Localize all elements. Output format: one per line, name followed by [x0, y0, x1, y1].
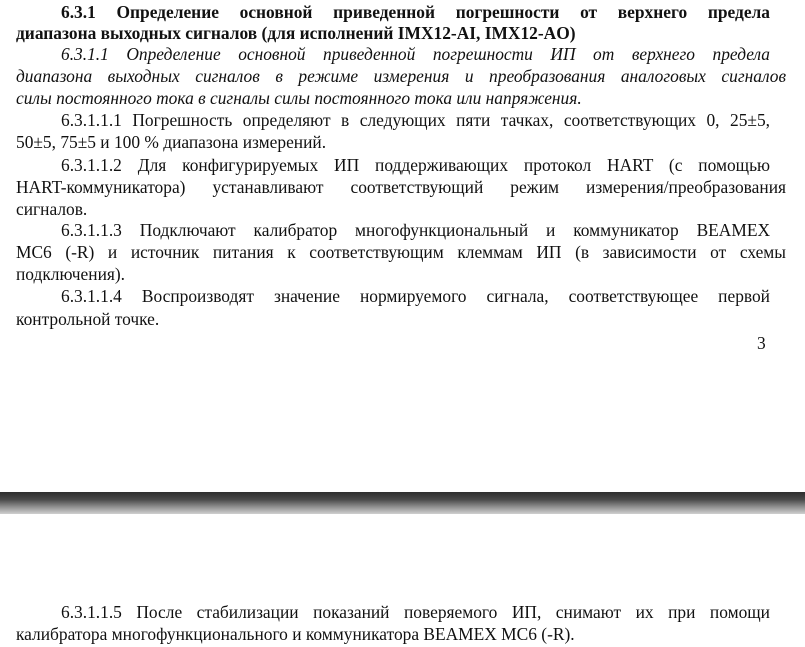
page-separator — [0, 492, 805, 514]
paragraph-2-line-2: HART-коммуникатора) устанавливают соответствующий режим измерения/преобразования — [16, 177, 786, 197]
paragraph-5-line-1: 6.3.1.1.5 После стабилизации показаний поверяемого ИП, снимают их при помощи — [61, 602, 770, 622]
section-heading-line-2: диапазона выходных сигналов (для исполнений IMX12-AI, IMX12-AO) — [16, 23, 576, 43]
paragraph-1-line-1: 6.3.1.1.1 Погрешность определяют в следующих пяти тачках, соответствующих 0, 25±5, — [61, 110, 770, 130]
subsection-heading-line-2: диапазона выходных сигналов в режиме измерения и преобразования аналоговых сигналов — [16, 66, 786, 86]
section-heading-line-1: 6.3.1 Определение основной приведенной погрешности от верхнего предела — [61, 2, 770, 22]
paragraph-3-line-2: MC6 (-R) и источник питания к соответствующим клеммам ИП (в зависимости от схемы — [16, 242, 786, 262]
subsection-heading-line-1: 6.3.1.1 Определение основной приведенной погрешности ИП от верхнего предела — [61, 44, 770, 64]
paragraph-5-line-2: калибратора многофункционального и коммуникатора BEAMEX MC6 (-R). — [16, 624, 575, 644]
paragraph-4-line-2: контрольной точке. — [16, 309, 160, 329]
paragraph-3-line-1: 6.3.1.1.3 Подключают калибратор многофункциональный и коммуникатор BEAMEX — [61, 220, 770, 240]
paragraph-4-line-1: 6.3.1.1.4 Воспроизводят значение нормируемого сигнала, соответствующее первой — [61, 286, 770, 306]
paragraph-1-line-2: 50±5, 75±5 и 100 % диапазона измерений. — [16, 132, 327, 152]
paragraph-3-line-3: подключения). — [16, 264, 126, 284]
paragraph-2-line-1: 6.3.1.1.2 Для конфигурируемых ИП поддерживающих протокол HART (с помощью — [61, 155, 770, 175]
paragraph-2-line-3: сигналов. — [16, 199, 88, 219]
page-number: 3 — [757, 333, 766, 353]
subsection-heading-line-3: силы постоянного тока в сигналы силы постоянного тока или напряжения. — [16, 88, 582, 108]
document-page-bottom — [0, 514, 805, 647]
